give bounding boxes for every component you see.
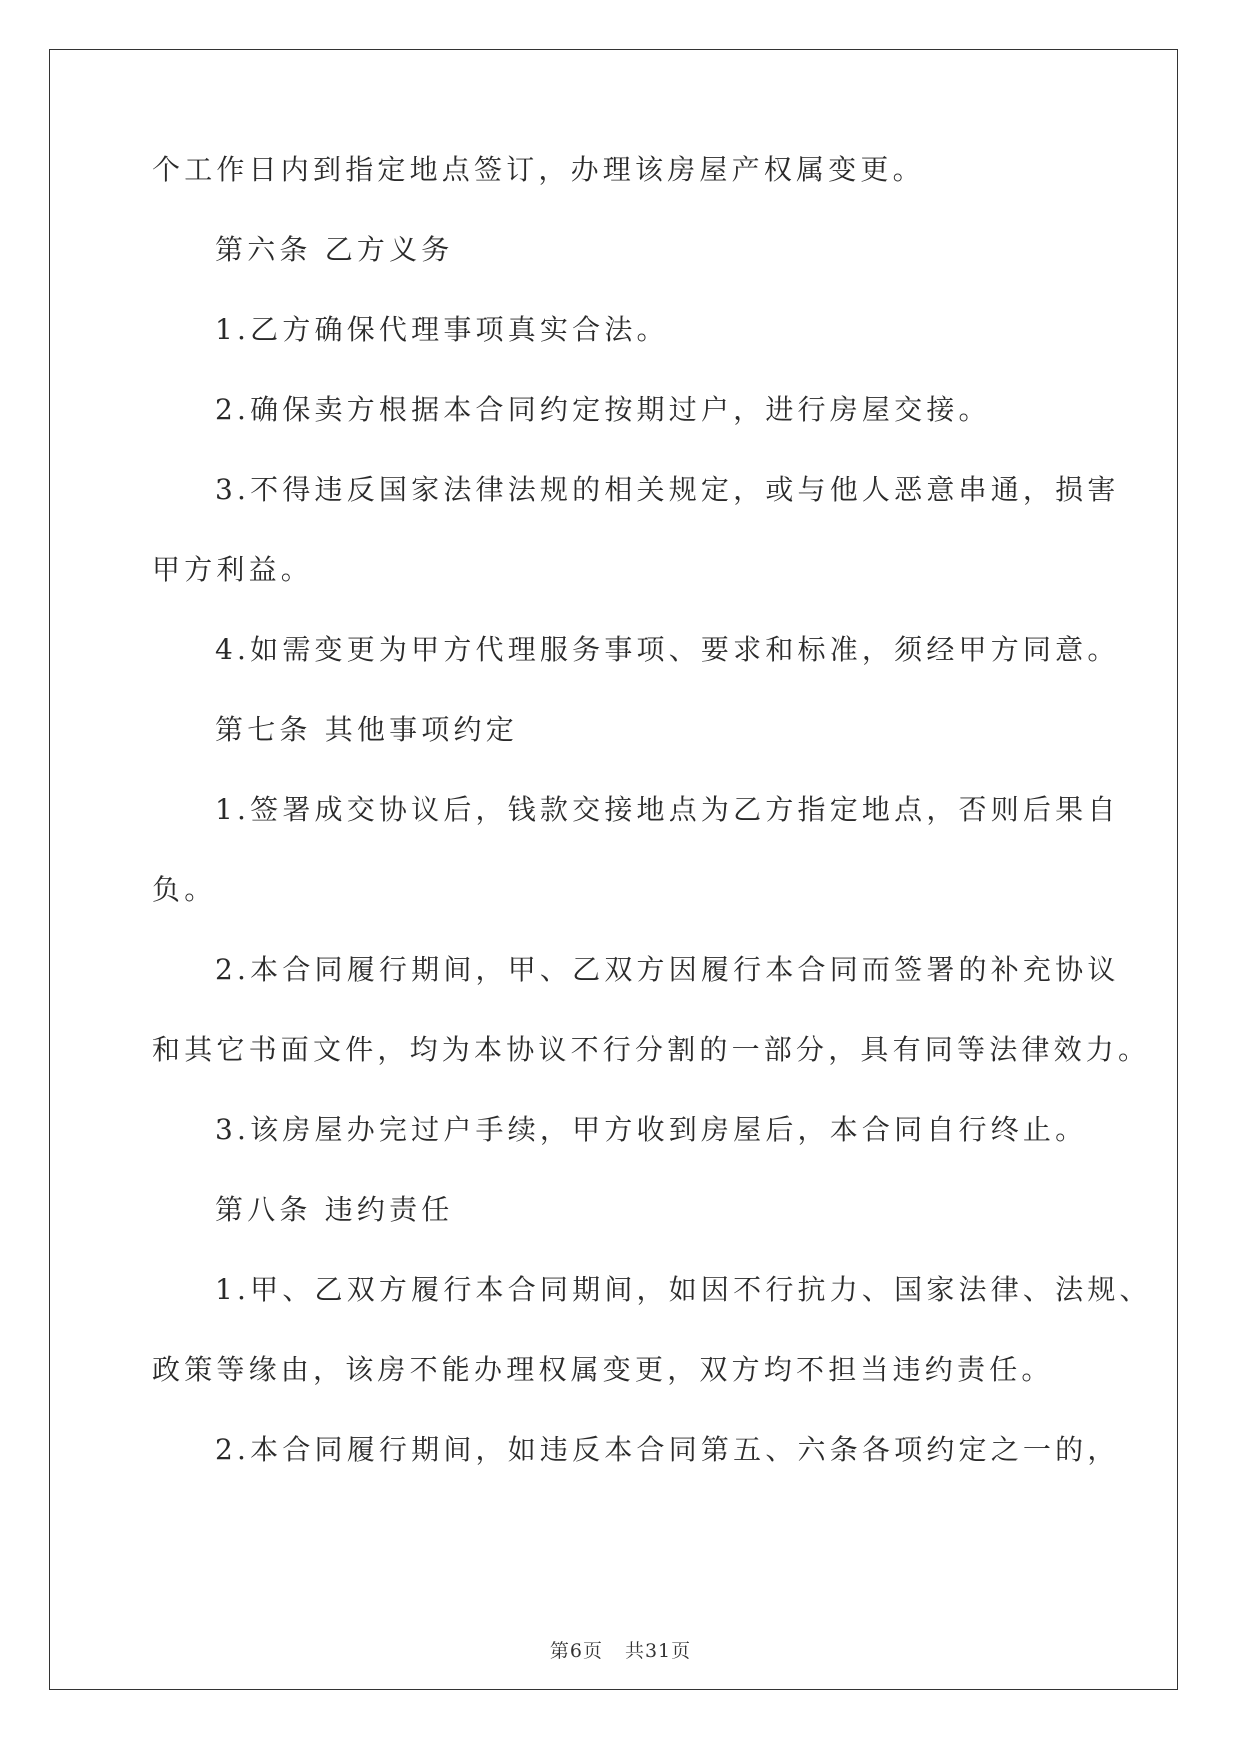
clause-item: 3.不得违反国家法律法规的相关规定，或与他人恶意串通，损害 (215, 473, 1120, 506)
article-heading: 第八条 违约责任 (215, 1193, 454, 1226)
clause-item: 2.本合同履行期间，如违反本合同第五、六条各项约定之一的， (215, 1433, 1120, 1466)
clause-item-continuation: 和其它书面文件，均为本协议不行分割的一部分，具有同等法律效力。 (152, 1033, 1151, 1066)
paragraph-continuation: 个工作日内到指定地点签订，办理该房屋产权属变更。 (152, 153, 925, 186)
clause-item: 2.本合同履行期间，甲、乙双方因履行本合同而签署的补充协议 (215, 953, 1120, 986)
document-body (152, 153, 1152, 1490)
clause-item: 4.如需变更为甲方代理服务事项、要求和标准，须经甲方同意。 (215, 633, 1120, 666)
clause-item-continuation: 甲方利益。 (152, 553, 314, 586)
clause-item: 3.该房屋办完过户手续，甲方收到房屋后，本合同自行终止。 (215, 1113, 1088, 1146)
clause-item: 1.签署成交协议后，钱款交接地点为乙方指定地点，否则后果自 (215, 793, 1120, 826)
page-total: 共31页 (624, 1640, 692, 1662)
page-number: 第6页 (549, 1640, 603, 1662)
clause-item: 2.确保卖方根据本合同约定按期过户，进行房屋交接。 (215, 393, 991, 426)
clause-item-continuation: 负。 (152, 873, 217, 906)
page-footer (0, 1636, 1241, 1663)
clause-item-continuation: 政策等缘由，该房不能办理权属变更，双方均不担当违约责任。 (152, 1353, 1054, 1386)
article-heading: 第六条 乙方义务 (215, 233, 454, 266)
clause-item: 1.甲、乙双方履行本合同期间，如因不行抗力、国家法律、法规、 (215, 1273, 1152, 1306)
article-heading: 第七条 其他事项约定 (215, 713, 518, 746)
clause-item: 1.乙方确保代理事项真实合法。 (215, 313, 669, 346)
